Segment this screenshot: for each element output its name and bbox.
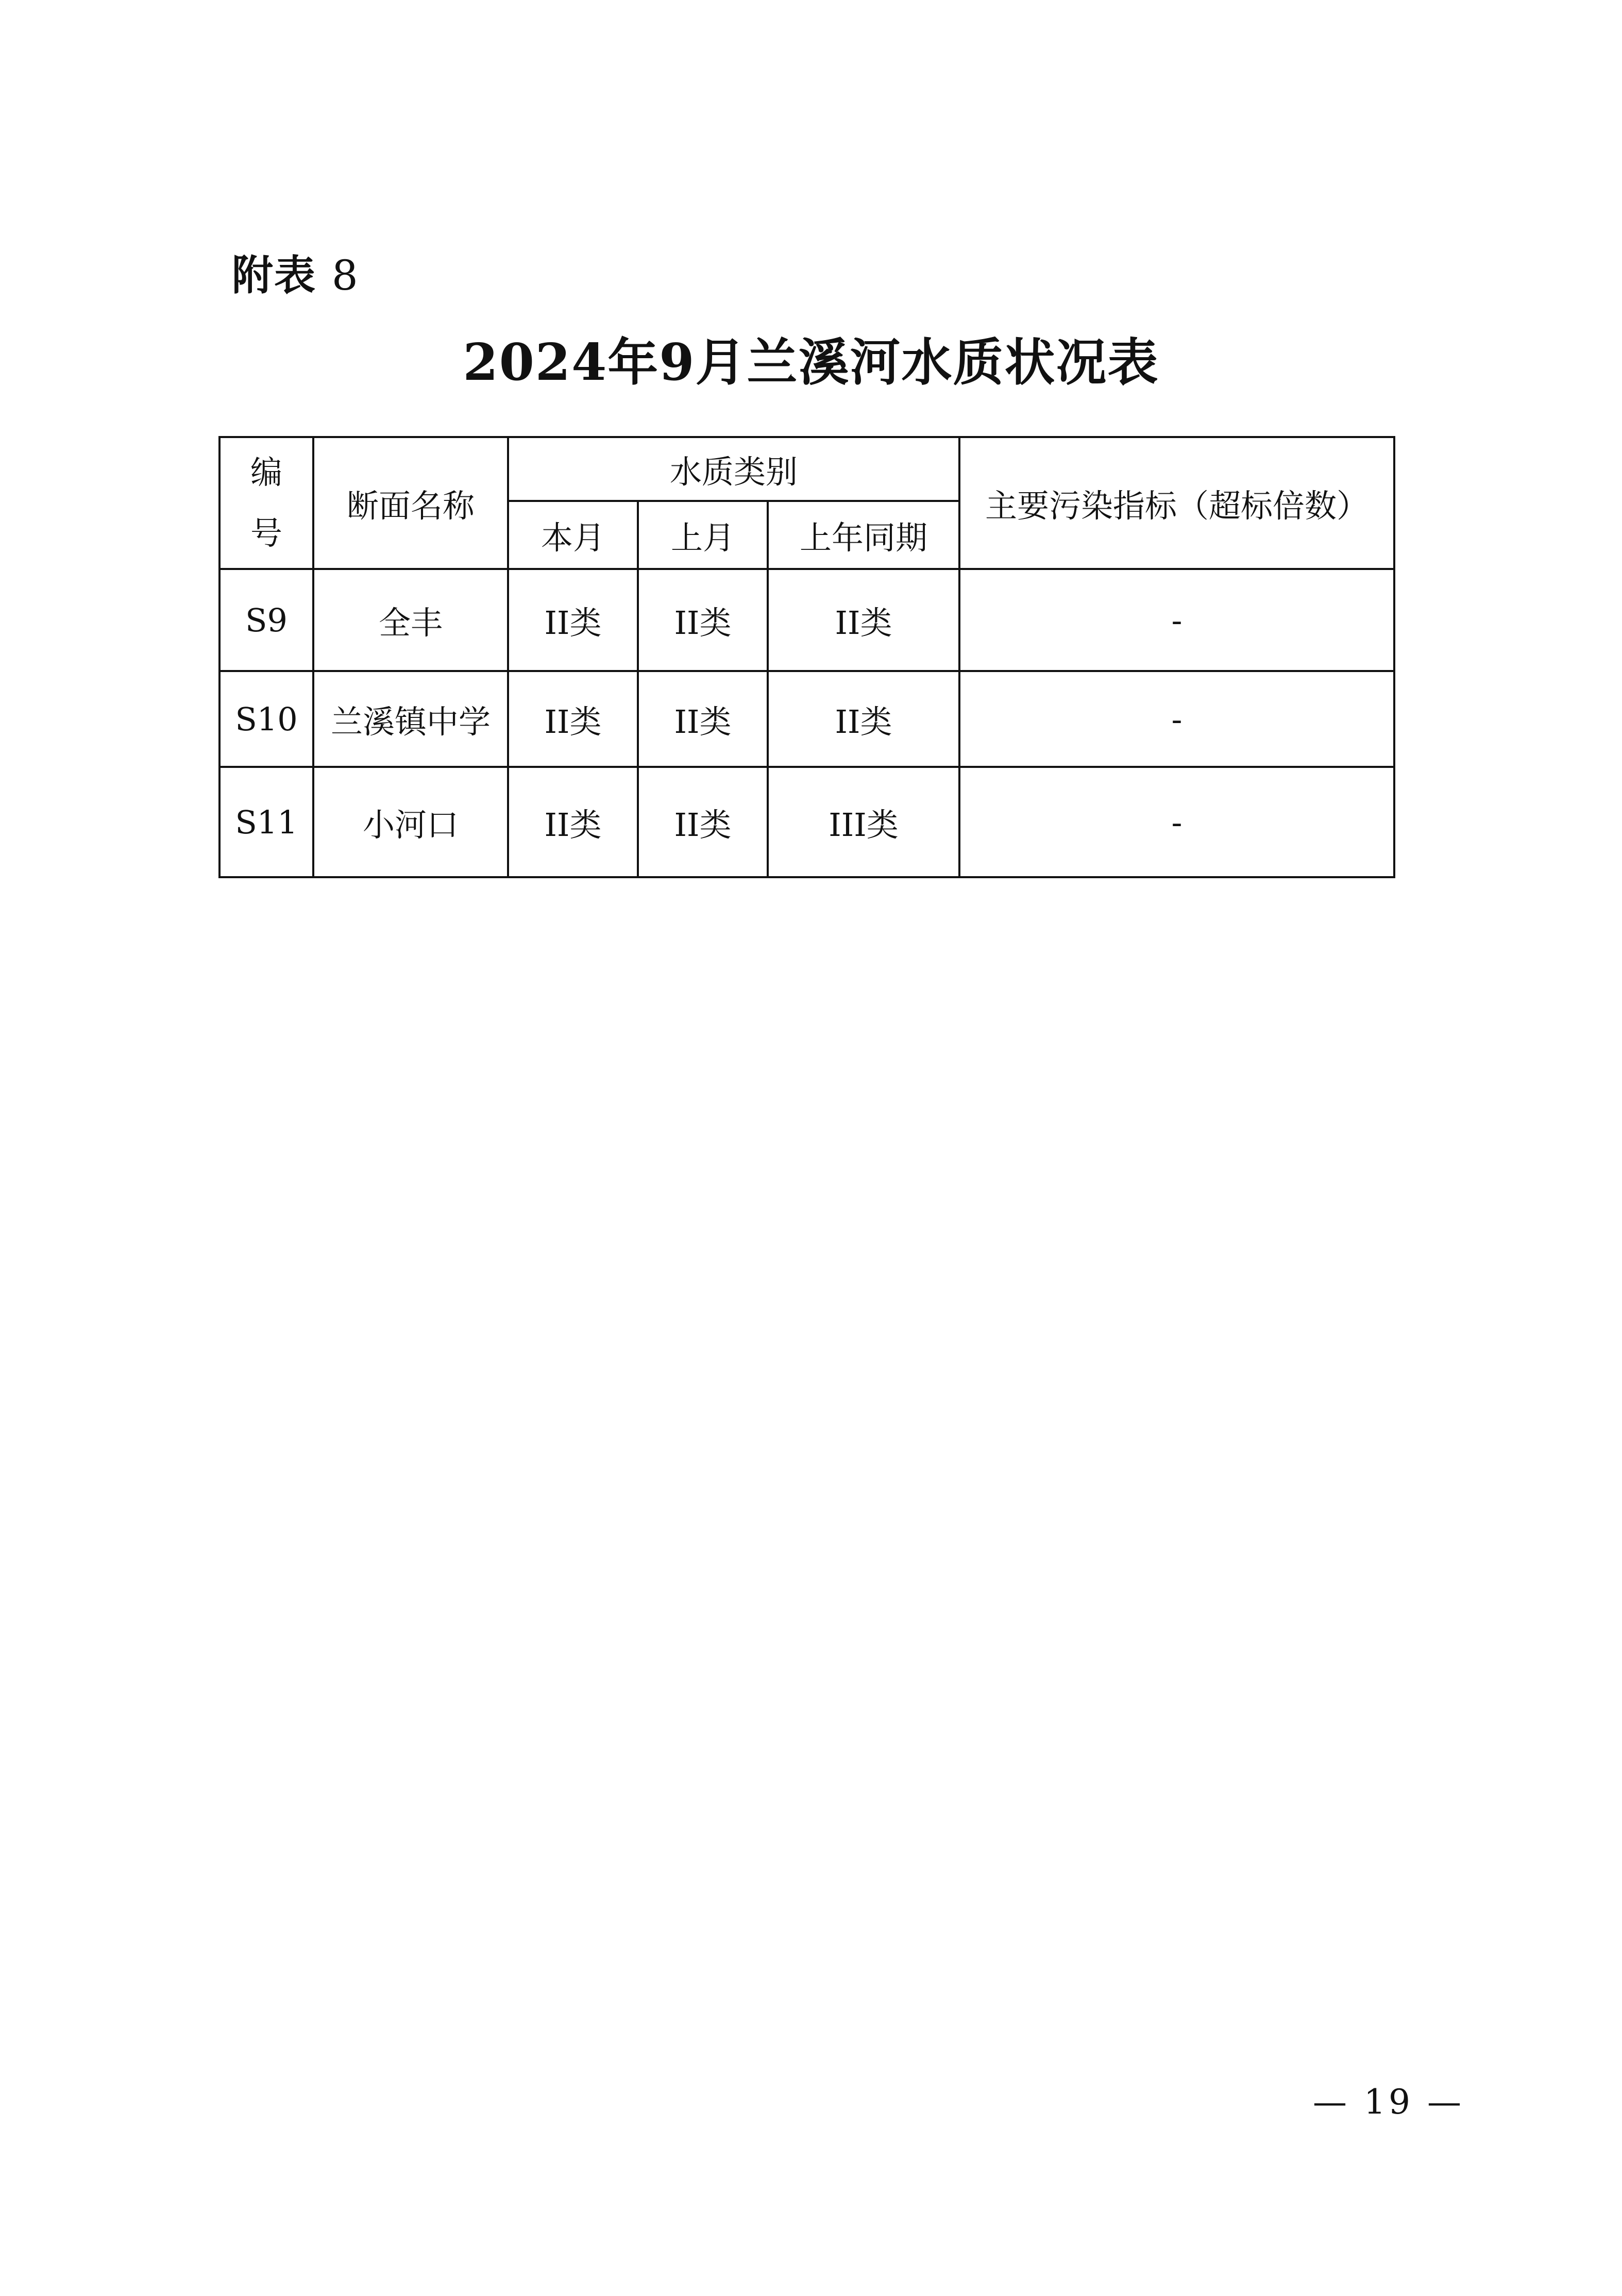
header-same-period-last-year: 上年同期 bbox=[768, 501, 959, 569]
cell-pollutants: - bbox=[959, 569, 1394, 671]
cell-id: S11 bbox=[219, 767, 313, 877]
table-row bbox=[219, 671, 1394, 767]
cell-this-month: II类 bbox=[508, 767, 638, 877]
cell-section-name: 兰溪镇中学 bbox=[313, 671, 508, 767]
appendix-number: 8 bbox=[331, 252, 359, 299]
page-number: — 19 — bbox=[1313, 2082, 1464, 2122]
header-last-month: 上月 bbox=[638, 501, 768, 569]
cell-id: S10 bbox=[219, 671, 313, 767]
cell-pollutants: - bbox=[959, 767, 1394, 877]
header-this-month: 本月 bbox=[508, 501, 638, 569]
appendix-label-text: 附表 bbox=[232, 252, 316, 299]
header-id-char-1: 编 bbox=[250, 454, 282, 492]
cell-last-year: II类 bbox=[768, 569, 959, 671]
header-id-char-2: 号 bbox=[250, 514, 282, 552]
cell-this-month: II类 bbox=[508, 671, 638, 767]
water-quality-table bbox=[218, 436, 1395, 878]
cell-last-month: II类 bbox=[638, 671, 768, 767]
table-row bbox=[219, 767, 1394, 877]
cell-last-month: II类 bbox=[638, 767, 768, 877]
header-row-1 bbox=[219, 437, 1394, 501]
table-row bbox=[219, 569, 1394, 671]
cell-section-name: 小河口 bbox=[313, 767, 508, 877]
cell-section-name: 全丰 bbox=[313, 569, 508, 671]
cell-last-year: III类 bbox=[768, 767, 959, 877]
cell-id: S9 bbox=[219, 569, 313, 671]
cell-pollutants: - bbox=[959, 671, 1394, 767]
header-main-pollutants: 主要污染指标（超标倍数） bbox=[959, 437, 1394, 569]
header-section-name: 断面名称 bbox=[313, 437, 508, 569]
header-id bbox=[219, 437, 313, 569]
cell-last-month: II类 bbox=[638, 569, 768, 671]
appendix-label bbox=[232, 242, 359, 301]
cell-last-year: II类 bbox=[768, 671, 959, 767]
page-title: 2024年9月兰溪河水质状况表 bbox=[463, 333, 1159, 392]
cell-this-month: II类 bbox=[508, 569, 638, 671]
header-quality-class: 水质类别 bbox=[508, 437, 959, 501]
